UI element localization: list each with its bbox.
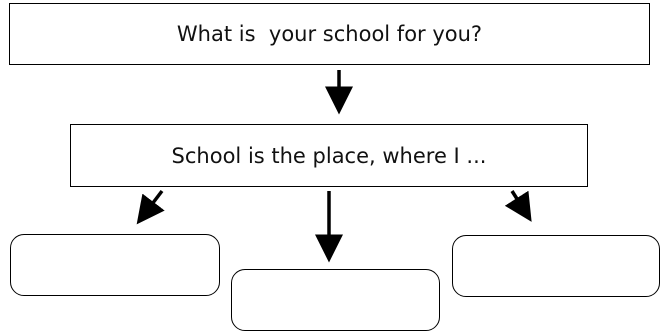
answer-box-center — [231, 269, 440, 331]
answer-box-left — [10, 234, 220, 296]
arrow-down-right — [512, 191, 526, 213]
statement-box — [70, 124, 588, 187]
question-text: What is your school for you? — [176, 22, 483, 46]
arrow-down-left — [143, 191, 162, 216]
answer-box-right — [452, 235, 660, 297]
statement-text: School is the place, where I ... — [171, 143, 487, 168]
